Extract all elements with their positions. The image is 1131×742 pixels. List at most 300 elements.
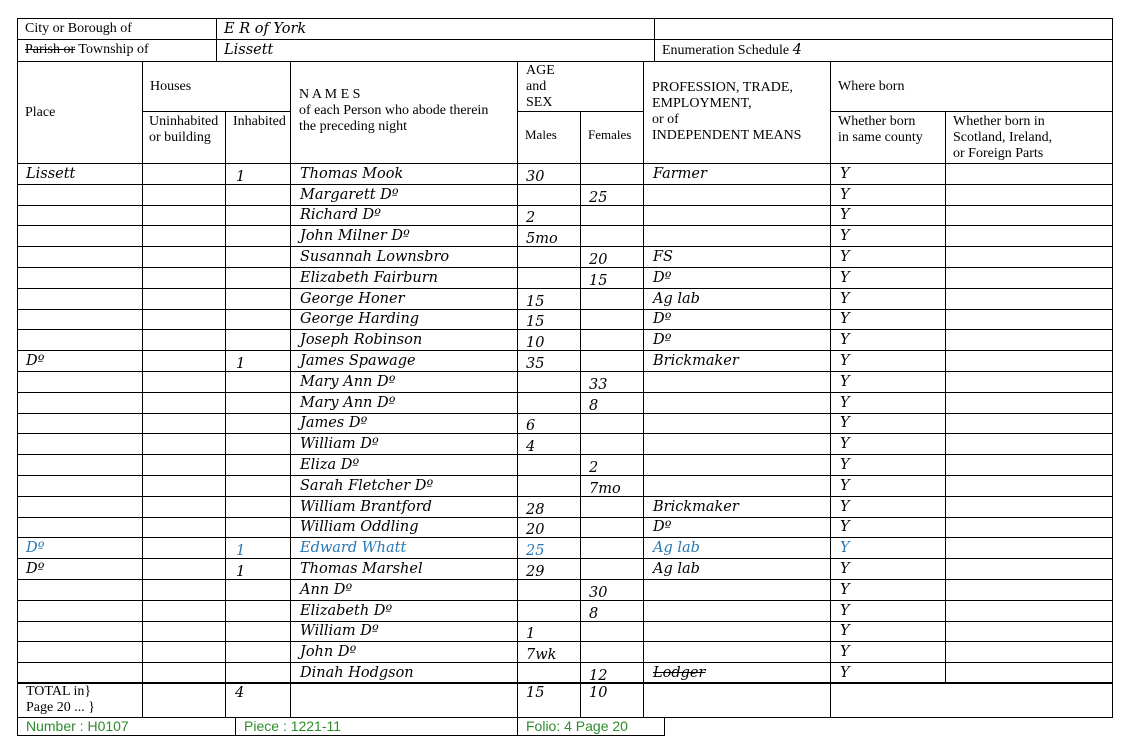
footer-piece (235, 717, 518, 736)
row-cell-females (580, 517, 644, 538)
row-cell-inhabited (225, 475, 291, 497)
row-cell-males (517, 225, 581, 247)
row-name: Ann Dº (300, 582, 353, 598)
row-cell-foreign (945, 413, 1113, 434)
township-value-cell (216, 39, 655, 62)
city-value-cell (216, 18, 655, 40)
row-cell-foreign (945, 475, 1113, 497)
row-cell-uninh (142, 496, 226, 518)
row-cell-inhabited (225, 371, 291, 393)
row-name: Margarett Dº (300, 187, 399, 203)
row-cell-place (17, 163, 143, 185)
row-cell-name (290, 246, 518, 268)
row-prof: Dº (653, 270, 672, 286)
row-cell-inhabited (225, 163, 291, 185)
row-cell-females (580, 413, 644, 434)
footer-folio-text: Folio: 4 Page 20 (526, 718, 628, 734)
row-cell-prof (643, 662, 831, 684)
row-cell-place (17, 454, 143, 476)
foreign-parts-header (945, 111, 1113, 164)
row-cell-prof (643, 517, 831, 538)
row-cell-place (17, 600, 143, 622)
row-cell-uninh (142, 454, 226, 476)
row-cell-inhabited (225, 496, 291, 518)
row-cell-uninh (142, 309, 226, 330)
row-cell-foreign (945, 267, 1113, 289)
where-born-header (830, 61, 1113, 112)
row-name: Richard Dº (300, 207, 381, 223)
row-cell-same (830, 621, 946, 642)
row-place: Dº (26, 353, 45, 369)
row-cell-place (17, 537, 143, 559)
names-label-2: of each Person who abode therein (299, 103, 489, 118)
row-cell-name (290, 621, 518, 642)
row-cell-females (580, 225, 644, 247)
row-cell-same (830, 537, 946, 559)
row-prof: FS (653, 249, 673, 265)
row-cell-foreign (945, 537, 1113, 559)
row-males: 30 (526, 169, 545, 185)
foreign-label-1: Whether born in (953, 114, 1045, 129)
row-inhabited: 1 (236, 356, 246, 372)
profession-label-1: PROFESSION, TRADE, (652, 80, 793, 95)
row-males: 4 (526, 439, 536, 455)
row-cell-place (17, 433, 143, 455)
row-cell-females (580, 205, 644, 226)
row-cell-foreign (945, 309, 1113, 330)
row-cell-inhabited (225, 350, 291, 372)
row-cell-place (17, 225, 143, 247)
row-cell-uninh (142, 641, 226, 663)
row-cell-inhabited (225, 329, 291, 351)
profession-label-2: EMPLOYMENT, (652, 96, 752, 111)
row-cell-males (517, 246, 581, 268)
row-same: Y (840, 603, 850, 619)
profession-label-3: or of (652, 112, 679, 127)
houses-header-label: Houses (150, 79, 192, 94)
row-cell-males (517, 163, 581, 185)
place-header-label: Place (25, 105, 56, 120)
row-cell-name (290, 454, 518, 476)
foreign-label-3: or Foreign Parts (953, 146, 1044, 161)
row-cell-foreign (945, 496, 1113, 518)
row-males: 5mo (526, 231, 558, 247)
uninhabited-header (142, 111, 226, 164)
footer-piece-text: Piece : 1221-11 (244, 718, 342, 734)
row-cell-foreign (945, 600, 1113, 622)
totals-label-1: TOTAL in} (26, 684, 92, 699)
row-cell-males (517, 621, 581, 642)
row-same: Y (840, 228, 850, 244)
row-cell-females (580, 392, 644, 414)
males-label: Males (525, 127, 557, 142)
row-cell-name (290, 413, 518, 434)
row-prof: Dº (653, 519, 672, 535)
row-cell-males (517, 579, 581, 601)
row-cell-same (830, 350, 946, 372)
row-cell-prof (643, 475, 831, 497)
row-same: Y (840, 395, 850, 411)
row-cell-inhabited (225, 517, 291, 538)
row-name: William Brantford (300, 499, 432, 515)
row-cell-prof (643, 537, 831, 559)
row-cell-foreign (945, 205, 1113, 226)
row-cell-uninh (142, 475, 226, 497)
row-same: Y (840, 311, 850, 327)
row-cell-males (517, 433, 581, 455)
row-cell-name (290, 579, 518, 601)
age-label-2: and (526, 79, 547, 94)
row-cell-name (290, 371, 518, 393)
row-name: Dinah Hodgson (300, 665, 414, 681)
row-cell-same (830, 288, 946, 310)
row-cell-foreign (945, 454, 1113, 476)
row-cell-name (290, 163, 518, 185)
row-prof: Brickmaker (653, 353, 739, 369)
row-cell-uninh (142, 225, 226, 247)
row-cell-inhabited (225, 600, 291, 622)
row-cell-females (580, 579, 644, 601)
row-males: 7wk (526, 647, 557, 663)
row-cell-females (580, 371, 644, 393)
row-cell-uninh (142, 246, 226, 268)
row-cell-same (830, 641, 946, 663)
row-cell-inhabited (225, 662, 291, 684)
row-cell-place (17, 205, 143, 226)
profession-header (643, 61, 831, 164)
row-cell-prof (643, 496, 831, 518)
row-males: 10 (526, 335, 545, 351)
row-name: James Dº (300, 415, 368, 431)
row-cell-name (290, 641, 518, 663)
row-cell-inhabited (225, 288, 291, 310)
row-name: Elizabeth Dº (300, 603, 393, 619)
row-cell-females (580, 163, 644, 185)
row-males: 25 (526, 543, 545, 559)
row-cell-foreign (945, 558, 1113, 580)
row-cell-uninh (142, 267, 226, 289)
row-cell-same (830, 579, 946, 601)
row-name: James Spawage (300, 353, 416, 369)
row-prof: Dº (653, 332, 672, 348)
row-cell-same (830, 267, 946, 289)
row-cell-place (17, 558, 143, 580)
row-cell-same (830, 392, 946, 414)
row-cell-inhabited (225, 433, 291, 455)
inhabited-label: Inhabited (233, 114, 286, 129)
row-cell-same (830, 205, 946, 226)
row-name: Sarah Fletcher Dº (300, 478, 434, 494)
row-cell-females (580, 329, 644, 351)
row-same: Y (840, 166, 850, 182)
row-cell-females (580, 309, 644, 330)
row-cell-uninh (142, 163, 226, 185)
row-cell-place (17, 392, 143, 414)
row-cell-prof (643, 163, 831, 185)
row-cell-females (580, 246, 644, 268)
row-name: Edward Whatt (300, 540, 407, 556)
profession-label-4: INDEPENDENT MEANS (652, 128, 802, 143)
row-cell-males (517, 309, 581, 330)
row-cell-males (517, 288, 581, 310)
same-county-header (830, 111, 946, 164)
row-name: William Dº (300, 436, 379, 452)
row-cell-name (290, 205, 518, 226)
row-cell-place (17, 350, 143, 372)
row-cell-prof (643, 392, 831, 414)
row-cell-inhabited (225, 558, 291, 580)
row-cell-inhabited (225, 621, 291, 642)
row-cell-place (17, 413, 143, 434)
row-cell-prof (643, 600, 831, 622)
row-cell-place (17, 517, 143, 538)
totals-females: 10 (589, 685, 608, 701)
row-cell-uninh (142, 517, 226, 538)
row-name: Thomas Mook (300, 166, 404, 182)
row-same: Y (840, 374, 850, 390)
row-cell-same (830, 371, 946, 393)
row-cell-males (517, 517, 581, 538)
township-label: Township of (78, 42, 149, 57)
row-cell-uninh (142, 205, 226, 226)
row-same: Y (840, 478, 850, 494)
row-prof: Farmer (653, 166, 707, 182)
totals-label-2: Page 20 ... } (26, 700, 95, 715)
names-label-1: N A M E S (299, 87, 361, 102)
row-cell-place (17, 475, 143, 497)
schedule-value: 4 (792, 42, 802, 58)
row-females: 33 (589, 377, 608, 393)
row-cell-same (830, 496, 946, 518)
row-cell-prof (643, 621, 831, 642)
row-cell-inhabited (225, 225, 291, 247)
row-cell-name (290, 662, 518, 684)
row-cell-name (290, 309, 518, 330)
township-label-cell (17, 39, 217, 62)
row-cell-females (580, 496, 644, 518)
same-county-label-2: in same county (838, 130, 923, 145)
row-cell-females (580, 267, 644, 289)
place-header (17, 61, 143, 164)
row-cell-same (830, 309, 946, 330)
row-males: 6 (526, 418, 536, 434)
row-name: William Dº (300, 623, 379, 639)
row-cell-name (290, 496, 518, 518)
row-cell-place (17, 579, 143, 601)
row-cell-males (517, 350, 581, 372)
parish-strikethrough: Parish or (25, 42, 76, 57)
where-born-label: Where born (838, 79, 905, 94)
schedule-cell (654, 39, 1113, 62)
row-cell-uninh (142, 433, 226, 455)
row-cell-foreign (945, 163, 1113, 185)
row-cell-foreign (945, 641, 1113, 663)
row-same: Y (840, 623, 850, 639)
footer-folio (517, 717, 665, 736)
row-same: Y (840, 207, 850, 223)
row-cell-place (17, 288, 143, 310)
row-prof: Ag lab (653, 291, 700, 307)
row-cell-uninh (142, 329, 226, 351)
row-cell-same (830, 517, 946, 538)
row-cell-prof (643, 641, 831, 663)
row-cell-prof (643, 413, 831, 434)
row-cell-uninh (142, 558, 226, 580)
females-header (580, 111, 644, 164)
row-same: Y (840, 499, 850, 515)
row-name: William Oddling (300, 519, 419, 535)
row-cell-name (290, 267, 518, 289)
row-cell-males (517, 184, 581, 206)
row-cell-prof (643, 184, 831, 206)
row-cell-males (517, 475, 581, 497)
row-cell-prof (643, 433, 831, 455)
row-cell-uninh (142, 600, 226, 622)
row-males: 35 (526, 356, 545, 372)
row-cell-uninh (142, 392, 226, 414)
row-cell-females (580, 350, 644, 372)
row-cell-same (830, 475, 946, 497)
row-cell-females (580, 662, 644, 684)
row-cell-prof (643, 309, 831, 330)
row-cell-prof (643, 350, 831, 372)
row-cell-name (290, 184, 518, 206)
row-males: 2 (526, 210, 536, 226)
row-same: Y (840, 415, 850, 431)
row-cell-place (17, 641, 143, 663)
row-cell-place (17, 621, 143, 642)
row-females: 15 (589, 273, 608, 289)
row-name: Mary Ann Dº (300, 395, 396, 411)
row-cell-females (580, 433, 644, 455)
row-cell-name (290, 600, 518, 622)
names-label-3: the preceding night (299, 119, 408, 134)
row-cell-name (290, 475, 518, 497)
totals-females-cell (580, 682, 644, 718)
row-cell-inhabited (225, 537, 291, 559)
row-cell-males (517, 641, 581, 663)
row-prof: Dº (653, 311, 672, 327)
totals-names-cell (290, 682, 518, 718)
row-name: Mary Ann Dº (300, 374, 396, 390)
row-cell-prof (643, 246, 831, 268)
females-label: Females (588, 127, 632, 142)
totals-inhabited-cell (225, 682, 291, 718)
row-cell-females (580, 288, 644, 310)
row-same: Y (840, 187, 850, 203)
row-cell-same (830, 413, 946, 434)
row-males: 29 (526, 564, 545, 580)
houses-header (142, 61, 291, 112)
row-cell-males (517, 454, 581, 476)
row-cell-inhabited (225, 246, 291, 268)
township-value: Lissett (224, 42, 274, 58)
inhabited-header (225, 111, 291, 164)
row-name: George Harding (300, 311, 420, 327)
row-name: John Dº (300, 644, 357, 660)
row-cell-inhabited (225, 579, 291, 601)
row-cell-prof (643, 225, 831, 247)
row-name: Eliza Dº (300, 457, 360, 473)
row-name: George Honer (300, 291, 405, 307)
row-cell-place (17, 371, 143, 393)
names-header (290, 61, 518, 164)
row-cell-same (830, 454, 946, 476)
row-females: 8 (589, 606, 599, 622)
row-same: Y (840, 436, 850, 452)
row-cell-males (517, 413, 581, 434)
row-cell-name (290, 558, 518, 580)
footer-number-text: Number : H0107 (26, 718, 129, 734)
row-females: 2 (589, 460, 599, 476)
row-cell-same (830, 184, 946, 206)
row-cell-males (517, 537, 581, 559)
row-cell-inhabited (225, 454, 291, 476)
totals-males: 15 (526, 685, 545, 701)
row-cell-prof (643, 329, 831, 351)
males-header (517, 111, 581, 164)
row-cell-males (517, 392, 581, 414)
row-cell-name (290, 433, 518, 455)
row-males: 15 (526, 314, 545, 330)
row-cell-inhabited (225, 309, 291, 330)
row-cell-foreign (945, 517, 1113, 538)
row-cell-name (290, 329, 518, 351)
age-sex-header (517, 61, 644, 112)
row-name: Susannah Lownsbro (300, 249, 450, 265)
row-cell-uninh (142, 621, 226, 642)
totals-uninhabited-cell (142, 682, 226, 718)
footer-number (17, 717, 236, 736)
row-cell-prof (643, 371, 831, 393)
row-cell-uninh (142, 371, 226, 393)
row-prof: Ag lab (653, 561, 700, 577)
same-county-label-1: Whether born (838, 114, 916, 129)
row-same: Y (840, 519, 850, 535)
row-cell-foreign (945, 329, 1113, 351)
row-males: 15 (526, 294, 545, 310)
row-cell-foreign (945, 392, 1113, 414)
row-cell-uninh (142, 579, 226, 601)
row-cell-name (290, 350, 518, 372)
row-same: Y (840, 332, 850, 348)
row-cell-males (517, 496, 581, 518)
row-cell-name (290, 392, 518, 414)
totals-prof-cell (643, 682, 831, 718)
row-cell-males (517, 662, 581, 684)
row-cell-same (830, 433, 946, 455)
row-females: 30 (589, 585, 608, 601)
city-value: E R of York (224, 21, 307, 37)
row-females: 12 (589, 668, 608, 684)
row-females: 8 (589, 398, 599, 414)
age-label-1: AGE (526, 63, 555, 78)
row-same: Y (840, 561, 850, 577)
row-cell-same (830, 163, 946, 185)
row-same: Y (840, 249, 850, 265)
row-cell-same (830, 662, 946, 684)
row-cell-inhabited (225, 267, 291, 289)
row-females: 25 (589, 190, 608, 206)
row-cell-foreign (945, 433, 1113, 455)
row-cell-males (517, 371, 581, 393)
row-cell-uninh (142, 537, 226, 559)
row-cell-inhabited (225, 413, 291, 434)
row-cell-foreign (945, 184, 1113, 206)
row-cell-uninh (142, 184, 226, 206)
row-cell-females (580, 454, 644, 476)
row-cell-prof (643, 205, 831, 226)
